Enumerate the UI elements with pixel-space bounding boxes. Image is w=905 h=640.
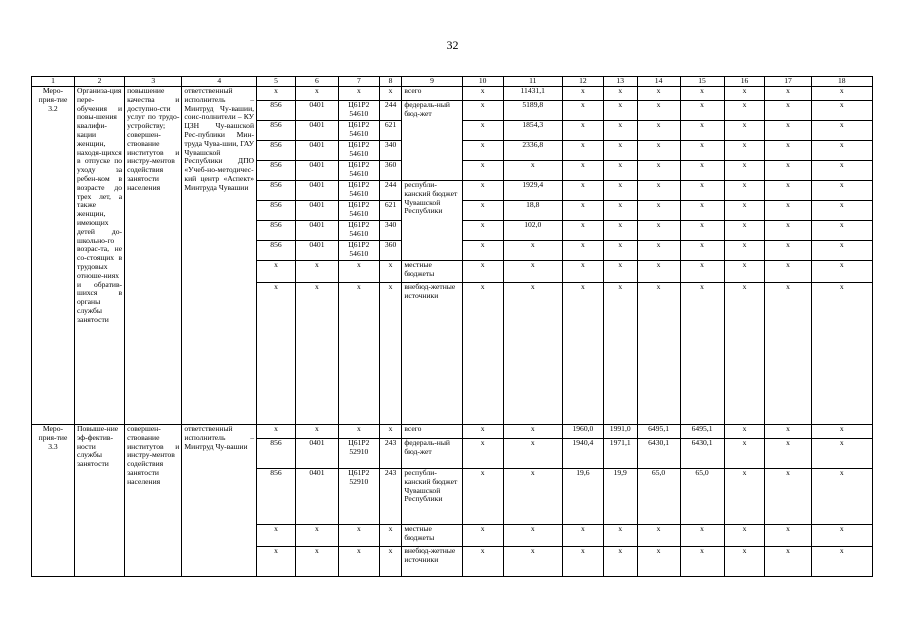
cell-grbs: x xyxy=(257,525,296,547)
cell-value: 1991,0 xyxy=(603,425,637,439)
cell-value: x xyxy=(637,181,680,201)
cell-section: 0401 xyxy=(295,161,338,181)
cell-section: 0401 xyxy=(295,221,338,241)
cell-value: x xyxy=(724,283,765,425)
cell-value: x xyxy=(724,87,765,101)
cell-value: x xyxy=(603,525,637,547)
cell-expense-type: 360 xyxy=(379,161,402,181)
cell-value: 6495,1 xyxy=(637,425,680,439)
cell-value: x xyxy=(637,161,680,181)
cell-value: x xyxy=(462,181,503,201)
cell-expense-type: 360 xyxy=(379,241,402,261)
measure-name: Меро-прия-тие 3.2 xyxy=(32,87,75,425)
page-number: 32 xyxy=(446,38,459,52)
measure-description: Повыше-ние эф-фектив-ности службы занятости xyxy=(74,425,124,577)
cell-value: x xyxy=(765,439,811,469)
cell-section: 0401 xyxy=(295,141,338,161)
cell-value: 11431,1 xyxy=(503,87,562,101)
cell-value: x xyxy=(637,283,680,425)
cell-value: x xyxy=(562,547,603,577)
cell-value: x xyxy=(680,201,724,221)
col-num-10: 10 xyxy=(462,77,503,87)
cell-target: x xyxy=(338,525,379,547)
cell-target: x xyxy=(338,425,379,439)
cell-target: x xyxy=(338,283,379,425)
cell-value: x xyxy=(637,201,680,221)
cell-value: x xyxy=(765,121,811,141)
measure-executor: ответственный исполнитель – Минтруд Чу-вашии xyxy=(182,425,257,577)
cell-value: x xyxy=(462,87,503,101)
cell-value: x xyxy=(724,241,765,261)
col-num-17: 17 xyxy=(765,77,811,87)
cell-section: x xyxy=(295,283,338,425)
cell-value: x xyxy=(562,221,603,241)
cell-section: x xyxy=(295,425,338,439)
cell-value: x xyxy=(462,261,503,283)
cell-source: внебюд-жетные источники xyxy=(402,283,462,425)
cell-value: x xyxy=(503,161,562,181)
cell-section: 0401 xyxy=(295,121,338,141)
cell-value: x xyxy=(724,469,765,525)
cell-value: x xyxy=(724,161,765,181)
cell-source: республи-канский бюджет Чувашской Республики xyxy=(402,469,462,525)
cell-value: x xyxy=(724,101,765,121)
cell-value: x xyxy=(811,201,873,221)
cell-section: 0401 xyxy=(295,201,338,221)
cell-value: 1940,4 xyxy=(562,439,603,469)
col-num-9: 9 xyxy=(402,77,462,87)
cell-value: x xyxy=(724,425,765,439)
col-num-5: 5 xyxy=(257,77,296,87)
cell-value: x xyxy=(562,283,603,425)
cell-value: x xyxy=(462,283,503,425)
cell-value: x xyxy=(562,87,603,101)
cell-expense-type: 621 xyxy=(379,201,402,221)
cell-grbs: 856 xyxy=(257,469,296,525)
cell-value: x xyxy=(462,221,503,241)
cell-value: x xyxy=(680,261,724,283)
cell-value: x xyxy=(811,261,873,283)
col-num-11: 11 xyxy=(503,77,562,87)
col-num-14: 14 xyxy=(637,77,680,87)
cell-source: внебюд-жетные источники xyxy=(402,547,462,577)
col-num-13: 13 xyxy=(603,77,637,87)
cell-target: Ц61Р2 54610 xyxy=(338,141,379,161)
cell-value: x xyxy=(462,241,503,261)
cell-target: Ц61Р2 54610 xyxy=(338,161,379,181)
cell-value: x xyxy=(462,201,503,221)
cell-section: 0401 xyxy=(295,469,338,525)
cell-value: x xyxy=(503,525,562,547)
cell-grbs: 856 xyxy=(257,161,296,181)
cell-section: x xyxy=(295,261,338,283)
cell-value: x xyxy=(680,161,724,181)
cell-value: x xyxy=(603,283,637,425)
cell-value: x xyxy=(562,261,603,283)
cell-value: x xyxy=(811,439,873,469)
cell-target: Ц61Р2 54610 xyxy=(338,101,379,121)
cell-expense-type: x xyxy=(379,547,402,577)
cell-value: x xyxy=(724,525,765,547)
measure-description: Организа-ция пере-обучения и повы-шения квалифи-кации женщин, находя-щихся в отпуске по уходу за ребен-ком в возрасте до трех лет, а также женщин, имеющих детей до-школьно-го возрас-та, не со-стоящих в трудовых отноше-ниях и обратив-шихся в органы службы занятости xyxy=(74,87,124,425)
cell-target: x xyxy=(338,547,379,577)
cell-value: x xyxy=(562,201,603,221)
cell-expense-type: x xyxy=(379,283,402,425)
cell-value: 1929,4 xyxy=(503,181,562,201)
cell-value: x xyxy=(637,547,680,577)
cell-grbs: 856 xyxy=(257,439,296,469)
cell-section: x xyxy=(295,525,338,547)
cell-value: x xyxy=(637,221,680,241)
cell-grbs: 856 xyxy=(257,121,296,141)
cell-expense-type: 340 xyxy=(379,141,402,161)
cell-grbs: x xyxy=(257,283,296,425)
cell-value: x xyxy=(603,261,637,283)
cell-value: x xyxy=(462,425,503,439)
cell-value: x xyxy=(811,121,873,141)
cell-expense-type: 243 xyxy=(379,439,402,469)
cell-grbs: 856 xyxy=(257,141,296,161)
cell-value: x xyxy=(562,101,603,121)
cell-value: x xyxy=(765,469,811,525)
cell-grbs: x xyxy=(257,261,296,283)
cell-value: x xyxy=(724,261,765,283)
cell-value: x xyxy=(462,525,503,547)
cell-value: x xyxy=(562,141,603,161)
cell-value: x xyxy=(811,87,873,101)
cell-value: x xyxy=(680,141,724,161)
cell-value: x xyxy=(680,101,724,121)
cell-value: x xyxy=(603,141,637,161)
cell-value: x xyxy=(562,161,603,181)
col-num-4: 4 xyxy=(182,77,257,87)
cell-value: x xyxy=(765,181,811,201)
cell-value: x xyxy=(680,221,724,241)
col-num-2: 2 xyxy=(74,77,124,87)
cell-value: x xyxy=(603,547,637,577)
cell-value: 102,0 xyxy=(503,221,562,241)
cell-grbs: 856 xyxy=(257,241,296,261)
cell-grbs: 856 xyxy=(257,101,296,121)
cell-value: x xyxy=(462,439,503,469)
cell-value: x xyxy=(462,121,503,141)
cell-target: x xyxy=(338,261,379,283)
cell-value: x xyxy=(680,547,724,577)
col-num-8: 8 xyxy=(379,77,402,87)
budget-table xyxy=(31,76,873,577)
cell-source: всего xyxy=(402,87,462,101)
cell-value: x xyxy=(765,525,811,547)
cell-value: x xyxy=(603,201,637,221)
cell-value: x xyxy=(503,283,562,425)
cell-value: 6430,1 xyxy=(637,439,680,469)
cell-value: x xyxy=(562,525,603,547)
cell-value: x xyxy=(765,547,811,577)
cell-expense-type: x xyxy=(379,425,402,439)
cell-grbs: 856 xyxy=(257,221,296,241)
col-num-12: 12 xyxy=(562,77,603,87)
cell-target: Ц61Р2 54610 xyxy=(338,221,379,241)
measure-goal: совершен-ствование институтов и инстру-ментов содействия занятости населения xyxy=(125,425,182,577)
cell-value: 6430,1 xyxy=(680,439,724,469)
cell-grbs: x xyxy=(257,425,296,439)
cell-value: x xyxy=(462,469,503,525)
cell-value: 19,6 xyxy=(562,469,603,525)
cell-target: Ц61Р2 54610 xyxy=(338,201,379,221)
cell-value: x xyxy=(637,141,680,161)
cell-value: x xyxy=(462,161,503,181)
cell-value: x xyxy=(724,201,765,221)
cell-expense-type: 244 xyxy=(379,101,402,121)
cell-value: x xyxy=(765,283,811,425)
column-number-row xyxy=(32,77,873,87)
cell-value: x xyxy=(462,141,503,161)
cell-value: x xyxy=(811,283,873,425)
cell-section: 0401 xyxy=(295,241,338,261)
cell-source: местные бюджеты xyxy=(402,261,462,283)
col-num-7: 7 xyxy=(338,77,379,87)
cell-value: x xyxy=(765,161,811,181)
cell-value: x xyxy=(811,221,873,241)
cell-target: Ц61Р2 54610 xyxy=(338,181,379,201)
cell-section: 0401 xyxy=(295,101,338,121)
cell-expense-type: x xyxy=(379,261,402,283)
cell-value: x xyxy=(503,261,562,283)
cell-value: x xyxy=(680,241,724,261)
cell-value: x xyxy=(724,121,765,141)
cell-value: x xyxy=(680,283,724,425)
cell-value: x xyxy=(765,425,811,439)
cell-source: всего xyxy=(402,425,462,439)
cell-value: x xyxy=(637,87,680,101)
cell-value: x xyxy=(680,121,724,141)
cell-value: 2336,8 xyxy=(503,141,562,161)
cell-value: x xyxy=(765,201,811,221)
cell-value: x xyxy=(811,425,873,439)
cell-target: Ц61Р2 54610 xyxy=(338,241,379,261)
cell-grbs: x xyxy=(257,87,296,101)
cell-value: x xyxy=(462,547,503,577)
cell-source: федераль-ный бюд-жет xyxy=(402,439,462,469)
cell-value: x xyxy=(724,547,765,577)
measure-goal: повышение качества и доступно-сти услуг по трудо-устройству; совершен-ствование институтов и инстру-ментов содействия занятости населения xyxy=(125,87,182,425)
cell-value: 1960,0 xyxy=(562,425,603,439)
col-num-18: 18 xyxy=(811,77,873,87)
cell-value: x xyxy=(724,439,765,469)
cell-grbs: 856 xyxy=(257,181,296,201)
cell-value: x xyxy=(603,241,637,261)
cell-value: x xyxy=(603,87,637,101)
cell-expense-type: 244 xyxy=(379,181,402,201)
cell-value: x xyxy=(603,101,637,121)
cell-value: 6495,1 xyxy=(680,425,724,439)
cell-value: x xyxy=(765,141,811,161)
cell-value: x xyxy=(603,121,637,141)
cell-value: x xyxy=(462,101,503,121)
cell-value: x xyxy=(724,181,765,201)
cell-value: x xyxy=(811,141,873,161)
cell-value: x xyxy=(503,425,562,439)
cell-expense-type: x xyxy=(379,525,402,547)
table-row xyxy=(32,87,873,101)
cell-value: 5189,8 xyxy=(503,101,562,121)
cell-value: 18,8 xyxy=(503,201,562,221)
cell-expense-type: 621 xyxy=(379,121,402,141)
cell-value: x xyxy=(603,221,637,241)
cell-value: x xyxy=(503,439,562,469)
col-num-6: 6 xyxy=(295,77,338,87)
col-num-3: 3 xyxy=(125,77,182,87)
cell-value: x xyxy=(637,121,680,141)
cell-value: x xyxy=(765,241,811,261)
cell-value: x xyxy=(562,241,603,261)
cell-value: x xyxy=(811,525,873,547)
cell-target: Ц61Р2 54610 xyxy=(338,121,379,141)
col-num-15: 15 xyxy=(680,77,724,87)
cell-expense-type: 340 xyxy=(379,221,402,241)
cell-target: x xyxy=(338,87,379,101)
cell-value: x xyxy=(765,261,811,283)
cell-value: x xyxy=(811,161,873,181)
measure-executor: ответственный исполнитель – Минтруд Чу-вашии, соис-полнители – КУ ЦЗН Чу-вашской Рес-публики Мин-труда Чува-шии, ГАУ Чувашской Республики ДПО «Учеб-но-методичес-кий центр «Аспект» Минтруда Чувашии xyxy=(182,87,257,425)
cell-value: x xyxy=(724,221,765,241)
cell-value: 1854,3 xyxy=(503,121,562,141)
cell-source: местные бюджеты xyxy=(402,525,462,547)
table-row xyxy=(32,425,873,439)
cell-value: x xyxy=(811,469,873,525)
cell-value: x xyxy=(637,525,680,547)
cell-value: x xyxy=(765,221,811,241)
cell-grbs: x xyxy=(257,547,296,577)
measure-name: Меро-прия-тие 3.3 xyxy=(32,425,75,577)
cell-value: 1971,1 xyxy=(603,439,637,469)
col-num-16: 16 xyxy=(724,77,765,87)
cell-value: x xyxy=(637,241,680,261)
cell-section: x xyxy=(295,87,338,101)
cell-expense-type: x xyxy=(379,87,402,101)
cell-source: республи-канский бюджет Чувашской Республики xyxy=(402,181,462,261)
cell-value: x xyxy=(562,181,603,201)
cell-value: x xyxy=(503,547,562,577)
cell-grbs: 856 xyxy=(257,201,296,221)
cell-value: x xyxy=(811,181,873,201)
cell-value: x xyxy=(603,181,637,201)
cell-section: 0401 xyxy=(295,439,338,469)
cell-value: x xyxy=(811,547,873,577)
cell-section: x xyxy=(295,547,338,577)
cell-expense-type: 243 xyxy=(379,469,402,525)
cell-value: x xyxy=(503,241,562,261)
cell-value: x xyxy=(724,141,765,161)
cell-value: x xyxy=(680,181,724,201)
cell-value: 65,0 xyxy=(680,469,724,525)
cell-target: Ц61Р2 52910 xyxy=(338,469,379,525)
cell-value: x xyxy=(637,261,680,283)
cell-value: x xyxy=(603,161,637,181)
cell-target: Ц61Р2 52910 xyxy=(338,439,379,469)
cell-value: x xyxy=(680,87,724,101)
cell-source: федераль-ный бюд-жет xyxy=(402,101,462,181)
cell-value: x xyxy=(503,469,562,525)
col-num-1: 1 xyxy=(32,77,75,87)
cell-value: 19,9 xyxy=(603,469,637,525)
cell-value: x xyxy=(765,87,811,101)
cell-value: x xyxy=(765,101,811,121)
cell-section: 0401 xyxy=(295,181,338,201)
cell-value: x xyxy=(562,121,603,141)
cell-value: 65,0 xyxy=(637,469,680,525)
cell-value: x xyxy=(637,101,680,121)
cell-value: x xyxy=(811,101,873,121)
cell-value: x xyxy=(811,241,873,261)
cell-value: x xyxy=(680,525,724,547)
